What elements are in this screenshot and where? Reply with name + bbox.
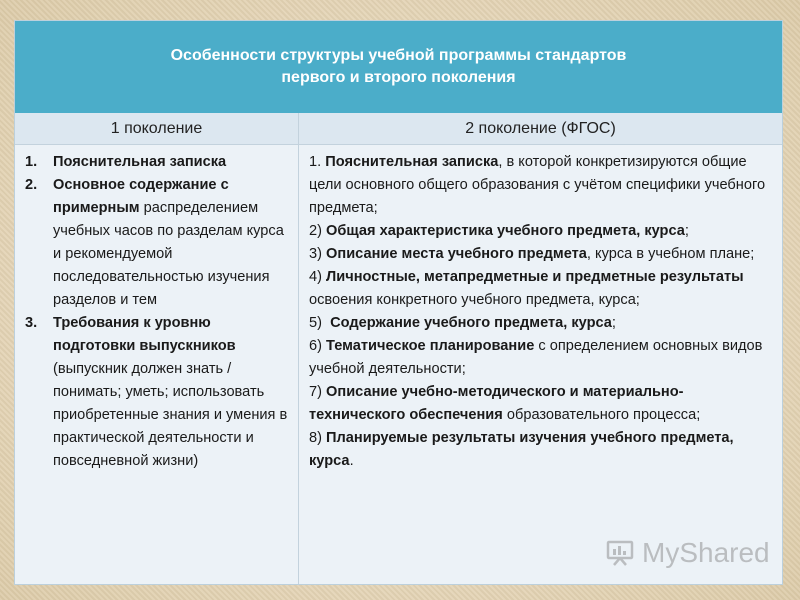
item-text: освоения конкретного учебного предмета, курса; — [309, 292, 640, 308]
list-item — [309, 381, 772, 427]
item-bold-text: Основное содержание с примерным — [53, 177, 229, 216]
item-text: , курса в учебном плане; — [586, 246, 755, 262]
first-generation-column — [15, 145, 299, 584]
item-prefix: 7) — [309, 384, 327, 400]
title-line-1: Особенности структуры учебной программы стандартов — [170, 47, 627, 64]
first-generation-list — [25, 151, 290, 473]
list-item — [25, 174, 290, 312]
item-bold-text: Тематическое планирование — [326, 338, 535, 354]
list-item — [309, 220, 772, 243]
title-line-2: первого и второго поколения — [281, 69, 516, 86]
list-item — [25, 312, 290, 473]
list-item — [309, 266, 772, 312]
item-text: . — [349, 453, 354, 469]
item-text: образовательного процесса; — [502, 407, 701, 423]
item-bold-text: Планируемые результаты изучения учебного предмета, курса — [309, 430, 734, 469]
item-prefix: 2) — [309, 223, 327, 239]
column-header-second-generation: 2 поколение (ФГОС) — [299, 113, 782, 145]
item-bold-text: Требования к уровню подготовки выпускников — [53, 315, 236, 354]
item-text: распределением учебных часов по разделам курса и рекомендуемой последовательностью изучения разделов и тем — [53, 200, 284, 308]
second-generation-column — [299, 145, 782, 584]
item-bold-text: Пояснительная записка — [325, 154, 499, 170]
list-item — [309, 151, 772, 220]
watermark-text: MyShared — [642, 537, 770, 568]
item-text: , в которой конкретизируются общие цели основного общего образования с учётом специфики учебного предмета; — [309, 154, 766, 216]
item-bold-text: Пояснительная записка — [53, 154, 227, 170]
list-item — [309, 335, 772, 381]
item-prefix: 5) — [309, 315, 331, 331]
list-item — [309, 312, 772, 335]
list-item — [25, 151, 290, 174]
item-prefix: 3) — [309, 246, 327, 262]
item-prefix: 4) — [309, 269, 327, 285]
item-bold-text: Описание учебно-методического и материально-технического обеспечения — [309, 384, 684, 423]
item-prefix: 1. — [309, 154, 326, 170]
item-bold-text: Описание места учебного предмета — [326, 246, 587, 262]
item-text: ; — [611, 315, 616, 331]
item-bold-text: Общая характеристика учебного предмета, курса — [326, 223, 685, 239]
presentation-board-icon — [606, 540, 634, 566]
column-header-first-generation: 1 поколение — [15, 113, 299, 145]
list-item — [309, 427, 772, 473]
item-text: ; — [684, 223, 689, 239]
item-number: 1. — [25, 154, 38, 170]
list-item — [309, 243, 772, 266]
watermark-logo — [606, 537, 770, 569]
item-number: 3. — [25, 315, 38, 331]
item-prefix: 6) — [309, 338, 327, 354]
item-bold-text: Содержание учебного предмета, курса — [330, 315, 612, 331]
content-frame — [14, 20, 783, 585]
item-number: 2. — [25, 177, 38, 193]
item-text: (выпускник должен знать / понимать; уметь; использовать приобретенные знания и умения в практической деятельности и повседневной жизни) — [53, 361, 288, 469]
title-banner — [15, 21, 782, 113]
item-prefix: 8) — [309, 430, 327, 446]
item-bold-text: Личностные, метапредметные и предметные результаты — [326, 269, 744, 285]
item-text: с определением основных видов учебной деятельности; — [309, 338, 763, 377]
